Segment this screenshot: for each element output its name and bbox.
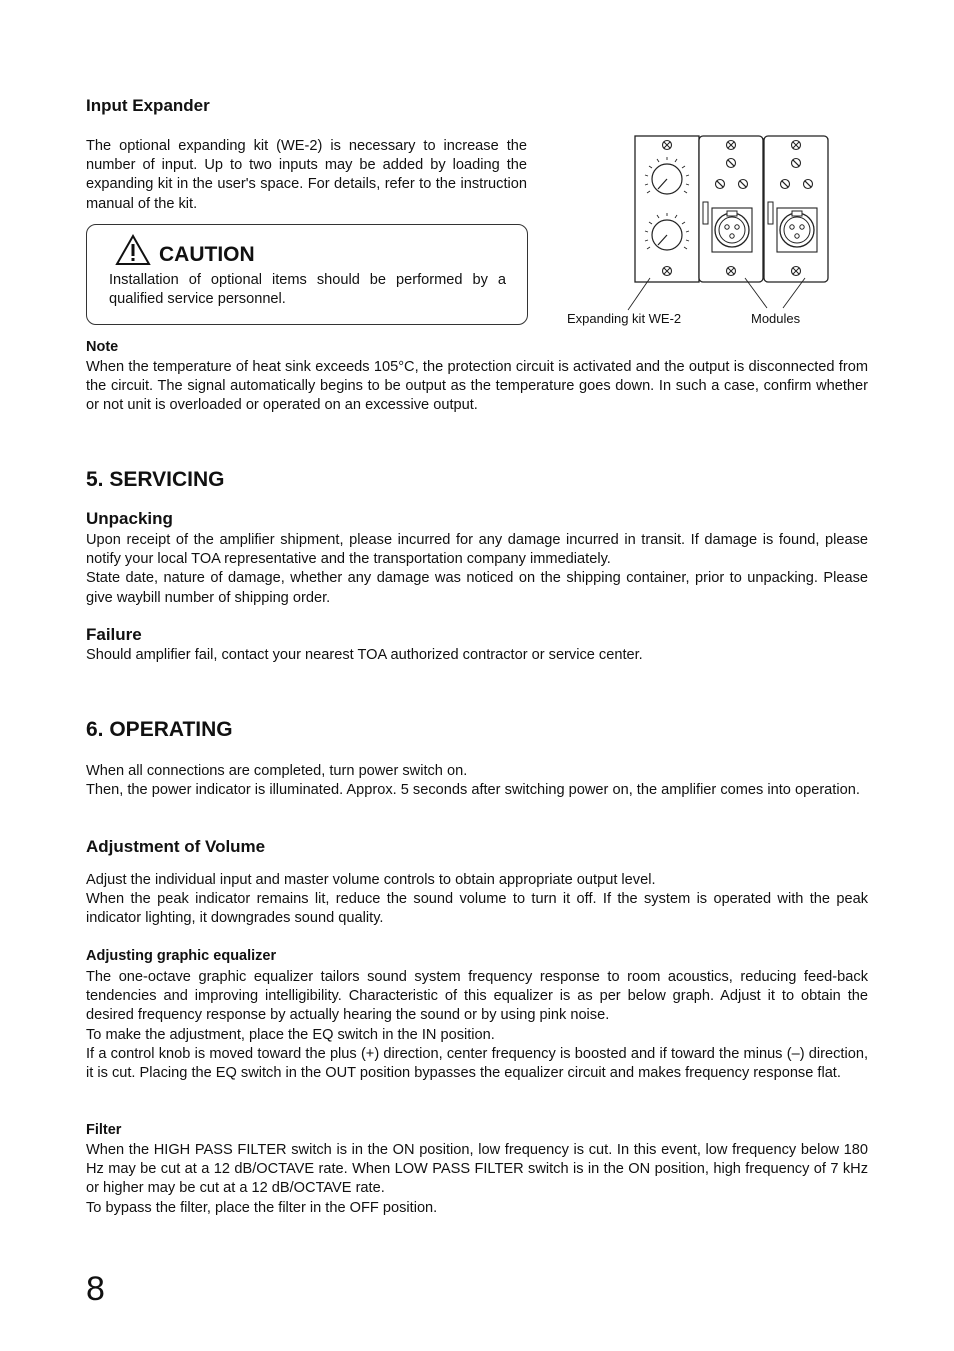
- filter-paragraph-2: To bypass the filter, place the filter in the OFF position.: [86, 1199, 438, 1216]
- eq-paragraph-3: If a control knob is moved toward the plus (+) direction, center frequency is boosted and if toward the minus (–) direction, it is cut. Placing the EQ switch in the OUT position bypasses the equalizer circuit and makes frequency response flat.: [86, 1045, 868, 1082]
- filter-heading: Filter: [86, 1122, 122, 1138]
- page-number: 8: [86, 1270, 105, 1308]
- warning-icon: [115, 234, 151, 266]
- unpacking-text: [86, 531, 868, 608]
- volume-heading: Adjustment of Volume: [86, 837, 266, 856]
- filter-text: [86, 1141, 868, 1218]
- filter-paragraph-1: When the HIGH PASS FILTER switch is in the ON position, low frequency is cut. In this event, low frequency below 180 Hz may be cut at a 12 dB/OCTAVE rate. When LOW PASS FILTER switch is in the ON position, high frequency of 7 kHz or higher may be cut at a 12 dB/OCTAVE rate.: [86, 1142, 868, 1197]
- operating-intro: [86, 762, 868, 800]
- caution-title: CAUTION: [159, 243, 255, 266]
- figure-label-kit: Expanding kit WE-2: [567, 311, 682, 326]
- caution-box: [86, 224, 528, 325]
- expander-diagram: [560, 130, 850, 335]
- volume-paragraph-1: Adjust the individual input and master volume controls to obtain appropriate output level.: [86, 872, 656, 888]
- eq-heading: Adjusting graphic equalizer: [86, 948, 277, 964]
- operating-paragraph-2: Then, the power indicator is illuminated. Approx. 5 seconds after switching power on, the amplifier comes into operation.: [86, 782, 860, 799]
- eq-paragraph-2: To make the adjustment, place the EQ switch in the IN position.: [86, 1026, 495, 1043]
- servicing-heading: 5. SERVICING: [86, 468, 225, 491]
- input-expander-heading: Input Expander: [86, 96, 210, 115]
- operating-paragraph-1: When all connections are completed, turn power switch on.: [86, 763, 468, 779]
- note-heading: Note: [86, 339, 119, 355]
- unpacking-heading: Unpacking: [86, 509, 173, 528]
- note-text: When the temperature of heat sink exceeds 105°C, the protection circuit is activated and the output is disconnected from the circuit. The signal automatically begins to be output as the temperature goes down. In such a case, confirm whether or not unit is overloaded or operated on an excessive output.: [86, 359, 868, 414]
- volume-paragraph-2: When the peak indicator remains lit, reduce the sound volume to turn it off. If the system is operated with the peak indicator lighting, it downgrades sound quality.: [86, 891, 868, 927]
- failure-text: Should amplifier fail, contact your nearest TOA authorized contractor or service center.: [86, 647, 643, 663]
- failure-heading: Failure: [86, 625, 142, 644]
- volume-text: [86, 871, 868, 929]
- operating-heading: 6. OPERATING: [86, 718, 233, 741]
- eq-text: [86, 968, 868, 1083]
- input-expander-text: The optional expanding kit (WE-2) is necessary to increase the number of input. Up to two inputs may be added by loading the expanding kit in the user's space. For details, refer to the instruction manual of the kit.: [86, 138, 527, 212]
- eq-paragraph-1: The one-octave graphic equalizer tailors sound system frequency response to room acoustics, reducing feed-back tendencies and improving intelligibility. Characteristic of this equalizer is as per below graph. Adjust it to obtain the desired frequency response by actually hearing the sound or by using pink noise.: [86, 969, 868, 1024]
- figure-label-modules: Modules: [751, 311, 801, 326]
- unpacking-paragraph-1: Upon receipt of the amplifier shipment, please incurred for any damage incurred in transit. If damage is found, please notify your local TOA representative and the transportation company immediately.: [86, 532, 868, 568]
- caution-text: Installation of optional items should be performed by a qualified service personnel.: [109, 272, 506, 308]
- unpacking-paragraph-2: State date, nature of damage, whether any damage was noticed on the shipping container, prior to unpacking. Please give waybill number of shipping order.: [86, 570, 868, 606]
